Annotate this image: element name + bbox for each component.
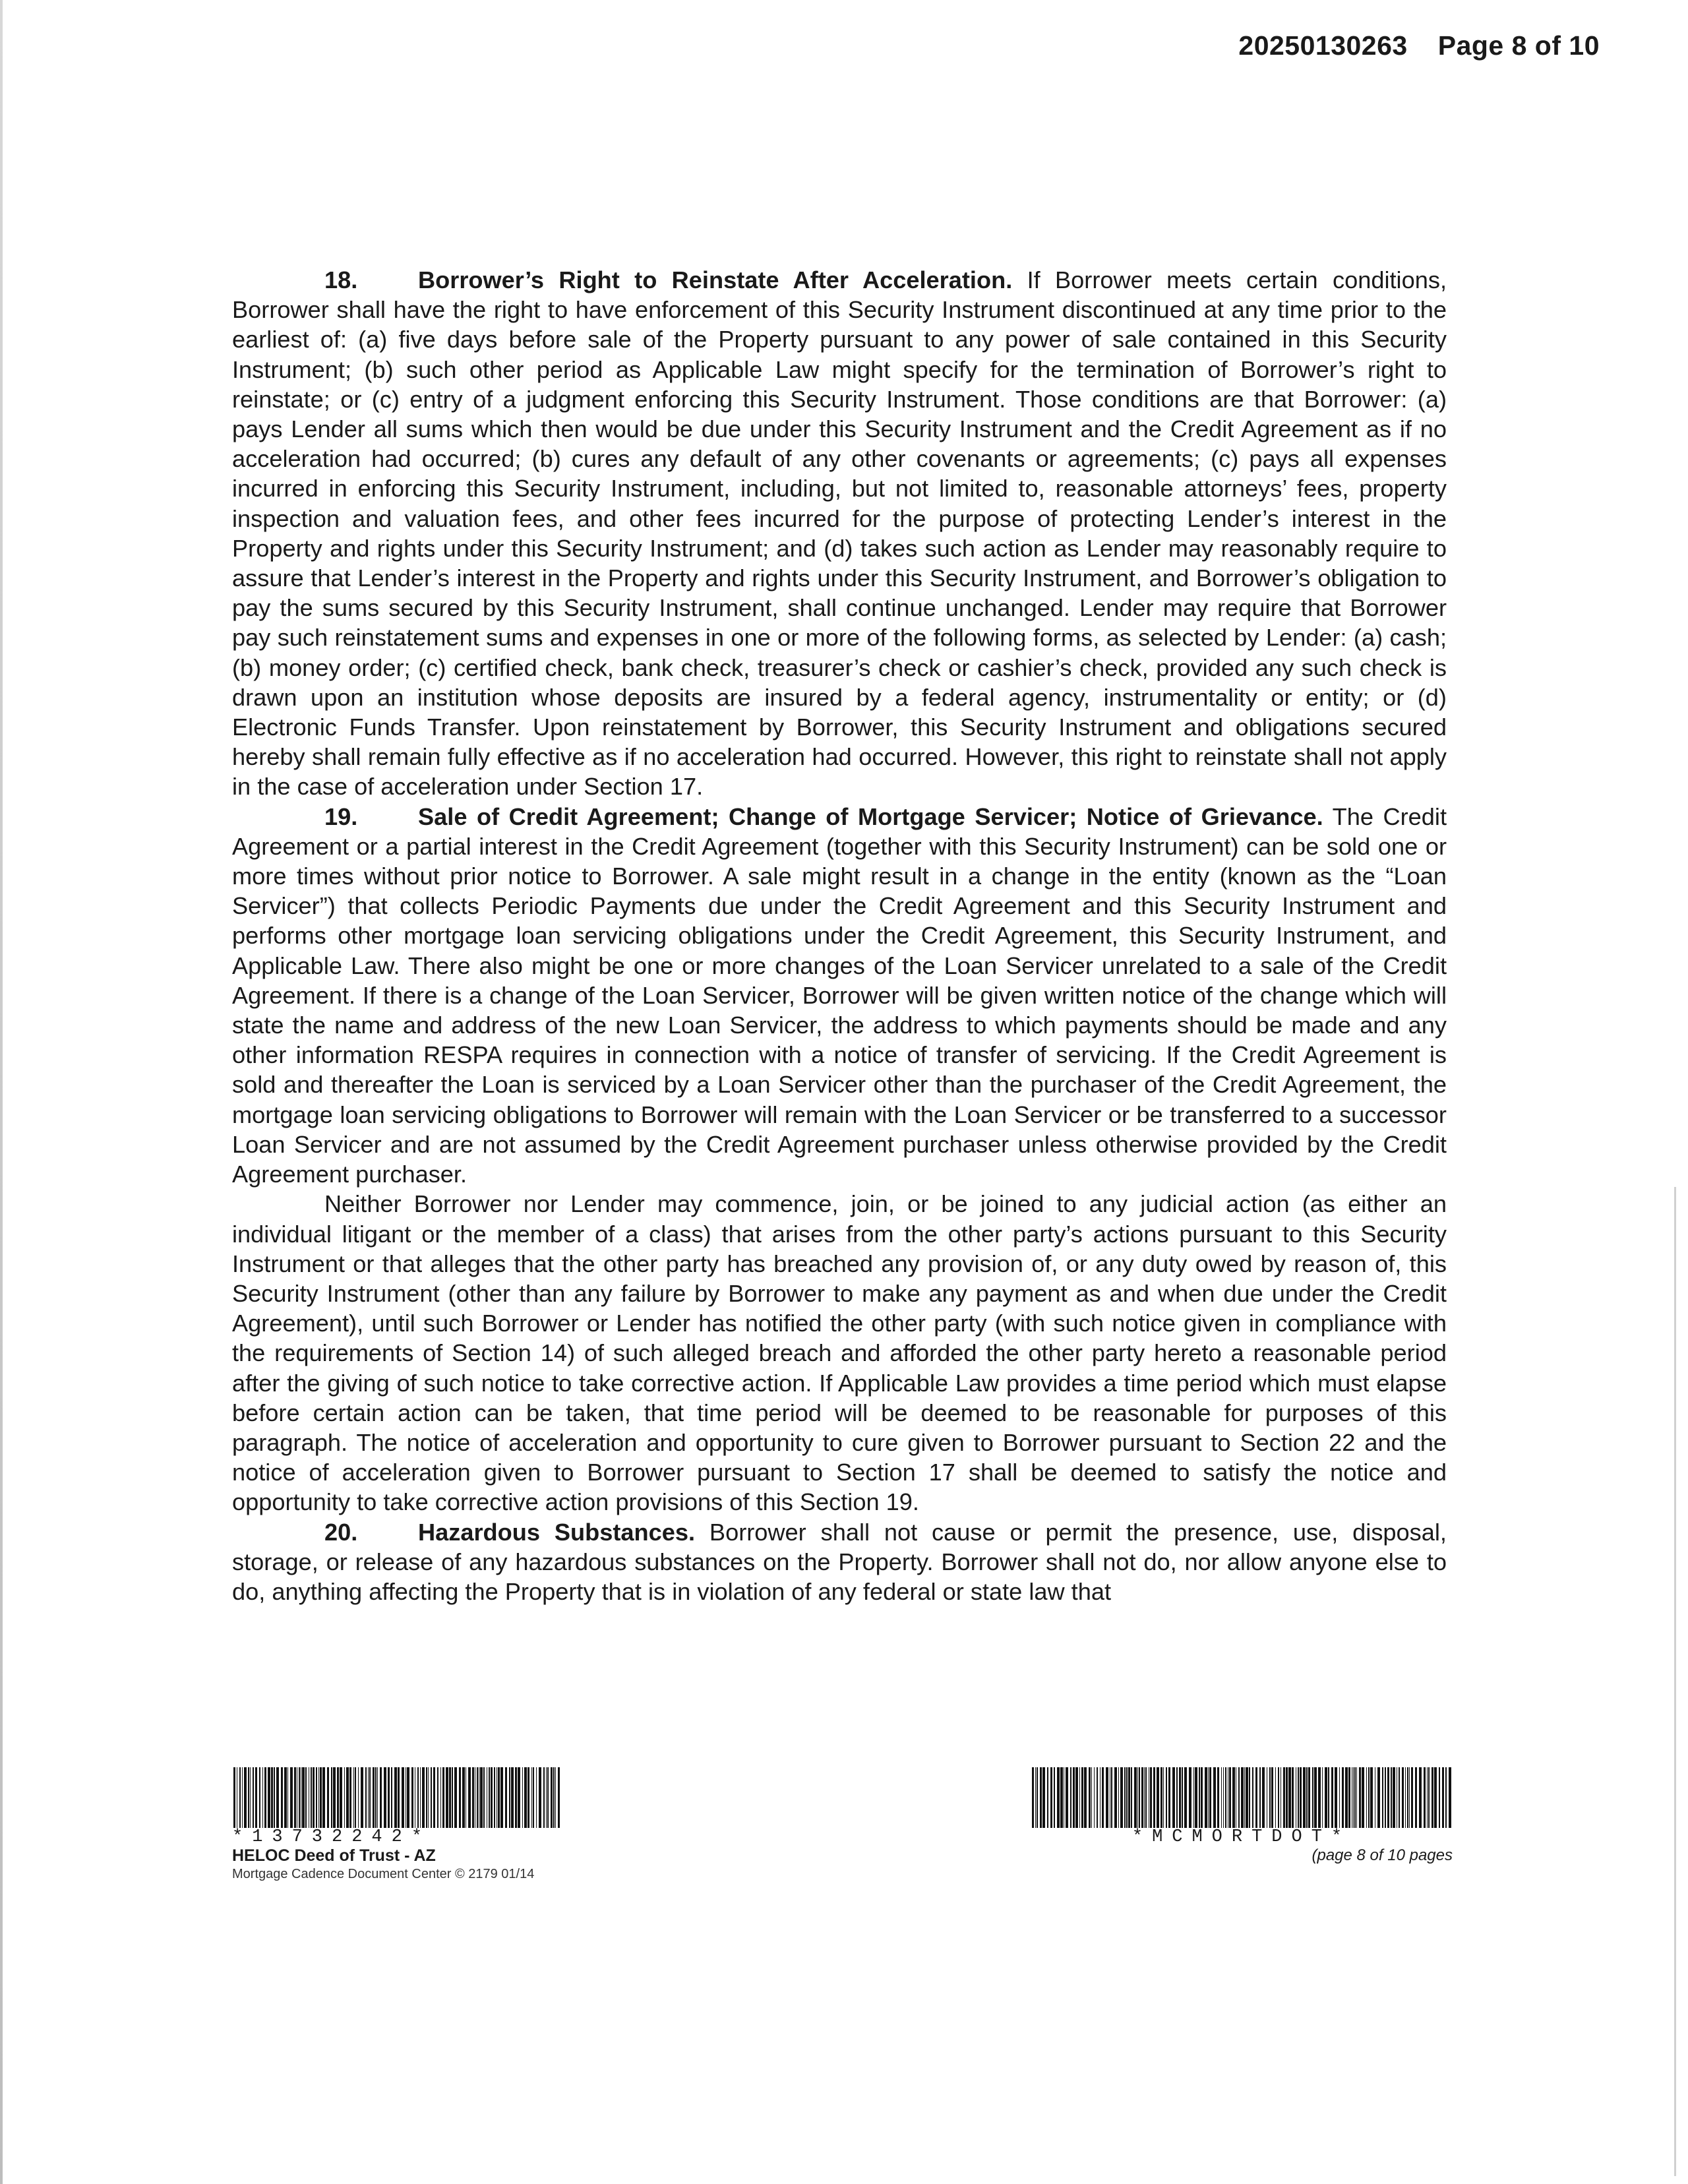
section-18 (232, 265, 1447, 802)
section-19 (232, 802, 1447, 1190)
page-header (1238, 30, 1600, 61)
left-barcode-block (232, 1767, 562, 1883)
scan-edge-left (0, 0, 3, 2184)
right-barcode (1031, 1767, 1453, 1828)
form-title: HELOC Deed of Trust - AZ (232, 1846, 436, 1865)
left-barcode (232, 1767, 562, 1828)
section-18-title: Borrower’s Right to Reinstate After Acceleration. (418, 266, 1013, 293)
section-20 (232, 1517, 1447, 1607)
scan-edge-right (1674, 1187, 1676, 2176)
section-19-title: Sale of Credit Agreement; Change of Mortgage Servicer; Notice of Grievance. (418, 803, 1323, 830)
section-19-number: 19. (324, 803, 358, 830)
page-label: Page 8 of 10 (1437, 30, 1600, 61)
left-barcode-text: *13732242* (232, 1827, 432, 1847)
right-barcode-block (1031, 1767, 1453, 1865)
document-number: 20250130263 (1238, 30, 1408, 61)
section-18-text: If Borrower meets certain conditions, Borrower shall have the right to have enforcement of this Security Instrument discontinued at any time prior to the earliest of: (a) five days before sale of the Property pursuant to any power of sale contained in this Security Instrument; (b) such other period as Applicable Law might specify for the termination of Borrower’s right to reinstate; or (c) entry of a judgment enforcing this Security Instrument. Those conditions are that Borrower: (a) pays Lender all sums which then would be due under this Security Instrument and the Credit Agreement as if no acceleration had occurred; (b) cures any default of any other covenants or agreements; (c) pays all expenses incurred in enforcing this Security Instrument, including, but not limited to, reasonable attorneys’ fees, property inspection and valuation fees, and other fees incurred for the purpose of protecting Lender’s interest in the Property and rights under this Security Instrument; and (d) takes such action as Lender may reasonably require to assure that Lender’s interest in the Property and rights under this Security Instrument, and Borrower’s obligation to pay the sums secured by this Security Instrument, shall continue unchanged. Lender may require that Borrower pay such reinstatement sums and expenses in one or more of the following forms, as selected by Lender: (a) cash; (b) money order; (c) certified check, bank check, treasurer’s check or cashier’s check, provided any such check is drawn upon an institution whose deposits are insured by a federal agency, instrumentality or entity; or (d) Electronic Funds Transfer. Upon reinstatement by Borrower, this Security Instrument and obligations secured hereby shall remain fully effective as if no acceleration had occurred. However, this right to reinstate shall not apply in the case of acceleration under Section 17. (232, 266, 1447, 801)
section-20-title: Hazardous Substances. (418, 1518, 696, 1546)
document-body (232, 265, 1447, 1606)
section-20-number: 20. (324, 1518, 358, 1546)
right-barcode-text: *MCMORTDOT* (1131, 1827, 1352, 1847)
form-subtitle: Mortgage Cadence Document Center © 2179 01/14 (232, 1867, 535, 1881)
section-18-number: 18. (324, 266, 358, 293)
section-19-text: The Credit Agreement or a partial interest in the Credit Agreement (together with this Security Instrument) can be sold one or more times without prior notice to Borrower. A sale might result in a change in the entity (known as the “Loan Servicer”) that collects Periodic Payments due under the Credit Agreement and this Security Instrument and performs other mortgage loan servicing obligations under the Credit Agreement, this Security Instrument, and Applicable Law. There also might be one or more changes of the Loan Servicer unrelated to a sale of the Credit Agreement. If there is a change of the Loan Servicer, Borrower will be given written notice of the change which will state the name and address of the new Loan Servicer, the address to which payments should be made and any other information RESPA requires in connection with a notice of transfer of servicing. If the Credit Agreement is sold and thereafter the Loan is serviced by a Loan Servicer other than the purchaser of the Credit Agreement, the mortgage loan servicing obligations to Borrower will remain with the Loan Servicer or be transferred to a successor Loan Servicer and are not assumed by the Credit Agreement purchaser unless otherwise provided by the Credit Agreement purchaser. (232, 803, 1447, 1188)
section-19-paragraph-2: Neither Borrower nor Lender may commence, join, or be joined to any judicial action (as either an individual litigant or the member of a class) that arises from the other party’s actions pursuant to this Security Instrument or that alleges that the other party has breached any provision of, or any duty owed by reason of, this Security Instrument (other than any failure by Borrower to make any payment as and when due under the Credit Agreement), until such Borrower or Lender has notified the other party (with such notice given in compliance with the requirements of Section 14) of such alleged breach and afforded the other party hereto a reasonable period after the giving of such notice to take corrective action. If Applicable Law provides a time period which must elapse before certain action can be taken, that time period will be deemed to be reasonable for purposes of this paragraph. The notice of acceleration and opportunity to cure given to Borrower pursuant to Section 22 and the notice of acceleration given to Borrower pursuant to Section 17 shall be deemed to satisfy the notice and opportunity to take corrective action provisions of this Section 19. (232, 1190, 1447, 1516)
section-20-text: Borrower shall not cause or permit the presence, use, disposal, storage, or release of any hazardous substances on the Property. Borrower shall not do, nor allow anyone else to do, anything affecting the Property that is in violation of any federal or state law that (232, 1518, 1447, 1605)
page-of-pages: (page 8 of 10 pages (1311, 1846, 1453, 1864)
